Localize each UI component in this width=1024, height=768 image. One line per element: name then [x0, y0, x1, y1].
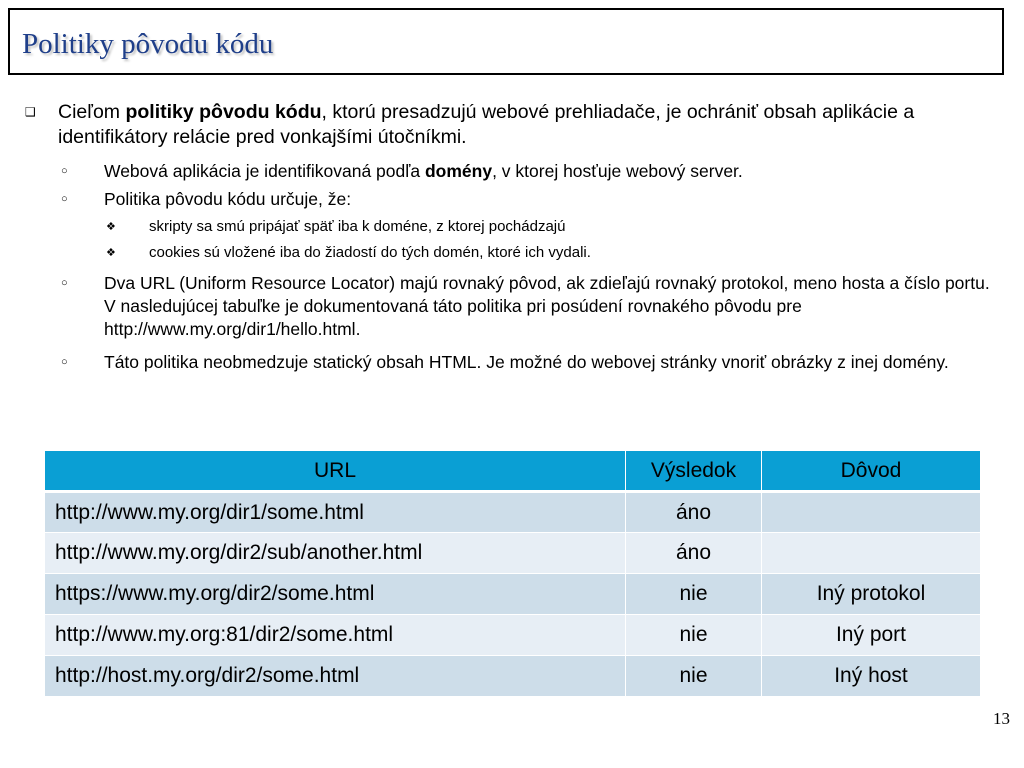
circle-bullet-icon: ○ — [61, 277, 68, 289]
diamond-bullet-icon: ❖ — [106, 247, 116, 259]
table-row — [45, 533, 981, 574]
bullet-text: skripty sa smú pripájať späť iba k doméne, z ktorej pochádzajú — [149, 218, 566, 235]
bullet-text: Webová aplikácia je identifikovaná podľa — [104, 161, 425, 181]
table-row — [45, 574, 981, 615]
circle-bullet-icon: ○ — [61, 356, 68, 368]
bullet-text: Dva URL (Uniform Resource Locator) majú rovnaký pôvod, ak zdieľajú rovnaký protokol, meno hosta a číslo portu. V nasledujúcej tabuľke je dokumentovaná táto politika pri posúdení rovnakého pôvodu pre http://www.my.org/dir1/hello.html. — [104, 273, 990, 339]
circle-bullet-icon: ○ — [61, 193, 68, 205]
table-header-row — [45, 451, 981, 492]
cell-reason — [762, 492, 981, 533]
bullet-bold-text: politiky pôvodu kódu — [125, 101, 322, 123]
cell-result: nie — [626, 615, 762, 656]
table-row — [45, 615, 981, 656]
cell-url: http://host.my.org/dir2/some.html — [45, 656, 626, 697]
bullet-text: , v ktorej hosťuje webový server. — [492, 161, 743, 181]
slide-title: Politiky pôvodu kódu — [22, 28, 274, 60]
origin-table — [44, 450, 981, 697]
bullet-bold-text: domény — [424, 161, 493, 181]
bullet-same-origin — [61, 272, 1004, 341]
bullet-text: , ktorú presadzujú webové prehliadače, je ochrániť obsah aplikácie a identifikátory relácie pred vonkajšími útočníkmi. — [58, 101, 915, 148]
header-reason: Dôvod — [762, 451, 981, 492]
cell-result: áno — [626, 533, 762, 574]
bullet-static-content — [61, 351, 1004, 374]
cell-reason: Iný port — [762, 615, 981, 656]
cell-url: http://www.my.org:81/dir2/some.html — [45, 615, 626, 656]
bullet-text: Politika pôvodu kódu určuje, že: — [104, 189, 352, 209]
bullet-text: Cieľom — [58, 101, 126, 123]
cell-result: nie — [626, 574, 762, 615]
table-row — [45, 492, 981, 533]
cell-result: áno — [626, 492, 762, 533]
cell-reason — [762, 533, 981, 574]
cell-url: http://www.my.org/dir2/sub/another.html — [45, 533, 626, 574]
square-bullet-icon: ❑ — [25, 105, 36, 119]
bullet-scripts — [106, 217, 1009, 237]
cell-url: http://www.my.org/dir1/some.html — [45, 492, 626, 533]
header-url: URL — [45, 451, 626, 492]
bullet-domain — [61, 160, 1004, 183]
circle-bullet-icon: ○ — [61, 165, 68, 177]
bullet-text: Táto politika neobmedzuje statický obsah HTML. Je možné do webovej stránky vnoriť obrázky z inej domény. — [104, 352, 949, 372]
bullet-policy — [61, 188, 1004, 211]
table-row — [45, 656, 981, 697]
bullet-goal — [25, 100, 1004, 150]
cell-url: https://www.my.org/dir2/some.html — [45, 574, 626, 615]
title-box — [8, 8, 1004, 75]
cell-reason: Iný host — [762, 656, 981, 697]
bullet-text: cookies sú vložené iba do žiadostí do tých domén, ktoré ich vydali. — [149, 244, 591, 261]
cell-reason: Iný protokol — [762, 574, 981, 615]
diamond-bullet-icon: ❖ — [106, 221, 116, 233]
header-result: Výsledok — [626, 451, 762, 492]
page-number: 13 — [993, 709, 1010, 728]
cell-result: nie — [626, 656, 762, 697]
bullet-cookies — [106, 243, 1009, 263]
